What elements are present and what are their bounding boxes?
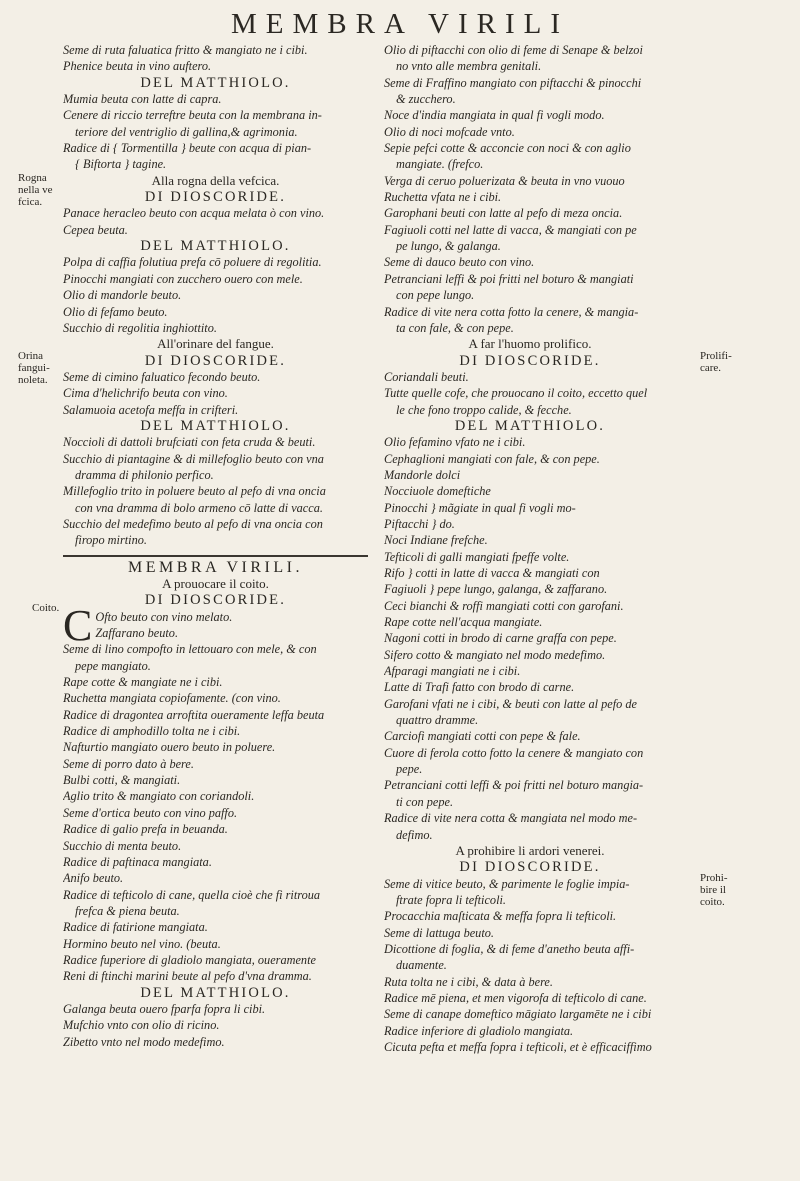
text-line: no vnto alle membra genitali. bbox=[396, 59, 542, 74]
text-line: mangiate. (frefco. bbox=[396, 157, 484, 172]
text-line: Polpa di caffia folutiua prefa cō poluere di regolitia. bbox=[63, 255, 322, 270]
text-line: Seme di lattuga beuto. bbox=[384, 925, 494, 940]
subsection-heading: All'orinare del fangue. bbox=[157, 336, 274, 352]
section-heading: DEL MATTHIOLO. bbox=[454, 417, 606, 434]
text-line: Fagiuoli } pepe lungo, galanga, & zaffarano. bbox=[384, 582, 608, 597]
text-line: Radice di dragontea arroftita oueramente leffa beuta bbox=[63, 707, 325, 722]
text-line: & zucchero. bbox=[396, 92, 456, 107]
subsection-heading: Alla rogna della vefcica. bbox=[151, 172, 280, 188]
text-line: Aglio trito & mangiato con coriandoli. bbox=[63, 789, 255, 804]
right-block-4 bbox=[384, 876, 676, 1056]
text-line: Coriandali beuti. bbox=[384, 369, 469, 384]
text-line: Zaffarano beuto. bbox=[95, 626, 179, 641]
text-line: Procacchia maſticata & meffa fopra li tefticoli. bbox=[384, 909, 617, 924]
text-line: Bulbi cotti, & mangiati. bbox=[63, 773, 181, 788]
text-line: Salamuoia acetofa meffa in crifteri. bbox=[63, 402, 239, 417]
text-line: Seme di vitice beuto, & parimente le foglie impia- bbox=[384, 876, 630, 891]
text-line: Radice di amphodillo tolta ne i cibi. bbox=[63, 724, 241, 739]
left-block-6 bbox=[63, 434, 368, 548]
section-heading: DI DIOSCORIDE. bbox=[144, 189, 287, 206]
text-line: Latte di Trafi fatto con brodo di carne. bbox=[384, 680, 575, 695]
text-line: con pepe lungo. bbox=[396, 288, 475, 303]
margin-note-prolificare: Prolifi- care. bbox=[700, 350, 732, 374]
text-line: Garophani beuti con latte al pefo di meza oncia. bbox=[384, 206, 623, 221]
drop-cap: C bbox=[63, 600, 93, 650]
section-heading: DEL MATTHIOLO. bbox=[140, 417, 291, 434]
text-line: Olio fefamino vfato ne i cibi. bbox=[384, 435, 526, 450]
text-line: con vna dramma di bolo armeno cō latte di vacca. bbox=[75, 500, 323, 515]
text-line: Tutte quelle cofe, che prouocano il coito, eccetto quel bbox=[384, 386, 648, 401]
text-line: Radice inferiore di gladiolo mangiata. bbox=[384, 1023, 574, 1038]
text-line: Cima d'helichrifo beuta con vino. bbox=[63, 386, 228, 401]
text-line: { Biftorta } tagine. bbox=[75, 157, 167, 172]
running-title: MEMBRA VIRILI bbox=[230, 8, 569, 40]
text-line: ti con pepe. bbox=[396, 794, 454, 809]
text-line: Petranciani cotti leffi & poi fritti nel boturo mangia- bbox=[384, 778, 644, 793]
text-line: Noci Indiane frefche. bbox=[384, 533, 488, 548]
text-line: Seme di canape domeftico māgiato largamēte ne i cibi bbox=[384, 1007, 652, 1022]
text-line: Piftacchi } do. bbox=[384, 516, 455, 531]
section-heading: DI DIOSCORIDE. bbox=[144, 352, 287, 369]
text-line: ftrate fopra li tefticoli. bbox=[396, 892, 506, 907]
margin-note-prohibire: Prohi- bire il coito. bbox=[700, 872, 728, 908]
text-line: Olio di piftacchi con olio di feme di Senape & belzoi bbox=[384, 43, 643, 57]
section-heading: DEL MATTHIOLO. bbox=[140, 984, 291, 1001]
text-line: Cenere di riccio terreftre beuta con la membrana in- bbox=[63, 108, 322, 123]
left-column bbox=[63, 42, 368, 1050]
text-line: Olio di fefamo beuto. bbox=[63, 304, 168, 319]
text-line: Galanga beuta ouero fparfa fopra li cibi. bbox=[63, 1001, 266, 1016]
text-line: Petranciani leffi & poi fritti nel boturo & mangiati bbox=[384, 271, 634, 286]
text-line: Radice di fatirione mangiata. bbox=[63, 920, 208, 935]
text-line: pepe. bbox=[396, 762, 423, 777]
text-line: Radice di vite nera cotta & mangiata nel modo me- bbox=[384, 811, 638, 826]
left-block-8 bbox=[63, 1001, 368, 1050]
text-line: Cicuta pefta et meffa fopra i tefticoli, et è efficaciffimo bbox=[384, 1039, 652, 1054]
left-block-5 bbox=[63, 369, 368, 418]
text-line: Seme di dauco beuto con vino. bbox=[384, 255, 535, 270]
text-line: Mandorle dolci bbox=[384, 467, 461, 482]
text-line: pe lungo, & galanga. bbox=[396, 239, 501, 254]
text-line: Nocciuole domeftiche bbox=[384, 484, 491, 499]
text-line: Radice di tefticolo di cane, quella cioè che fi ritroua bbox=[63, 887, 321, 902]
text-line: Radice di paftinaca mangiata. bbox=[63, 854, 212, 869]
text-line: Ruchetta mangiata copiofamente. (con vino. bbox=[63, 691, 281, 706]
text-line: firopo mirtino. bbox=[75, 533, 147, 548]
margin-note-coito: Coito. bbox=[32, 602, 60, 614]
text-line: Seme di Fraffino mangiato con piftacchi & pinocchi bbox=[384, 75, 642, 90]
text-line: Zibetto vnto nel modo medefimo. bbox=[63, 1034, 225, 1049]
text-line: Noccioli di dattoli brufciati con feta cruda & beuti. bbox=[63, 435, 316, 450]
section-heading: DI DIOSCORIDE. bbox=[144, 592, 287, 609]
right-block-2 bbox=[384, 369, 676, 418]
subsection-heading: A far l'huomo prolifico. bbox=[468, 336, 592, 352]
text-line: frefca & piena beuta. bbox=[75, 903, 180, 918]
section-heading: DI DIOSCORIDE. bbox=[459, 352, 601, 369]
text-line: Seme d'ortica beuto con vino paffo. bbox=[63, 805, 238, 820]
left-block-4 bbox=[63, 254, 368, 336]
text-line: Succhio di regolitia inghiottito. bbox=[63, 320, 217, 335]
text-line: Rifo } cotti in latte di vacca & mangiati con bbox=[384, 566, 600, 580]
left-block-1 bbox=[63, 42, 368, 75]
text-line: Nagoni cotti in brodo di carne graffa con pepe. bbox=[384, 631, 617, 646]
text-line: Succhio del medefimo beuto al pefo di vna oncia con bbox=[63, 516, 323, 531]
text-line: Rape cotte nell'acqua mangiate. bbox=[384, 615, 543, 630]
text-line: Panace heracleo beuto con acqua melata ò con vino. bbox=[63, 206, 325, 221]
text-line: Cuore di ferola cotto fotto la cenere & mangiato con bbox=[384, 745, 644, 760]
right-block-3 bbox=[384, 434, 676, 843]
left-block-3 bbox=[63, 205, 368, 238]
text-line: Radice fuperiore di gladiolo mangiata, oueramente bbox=[63, 952, 316, 967]
text-line: Olio di mandorle beuto. bbox=[63, 288, 182, 303]
text-line: Pinocchi mangiati con zucchero ouero con mele. bbox=[63, 271, 303, 286]
text-line: Olio di noci mofcade vnto. bbox=[384, 124, 515, 139]
right-block-1 bbox=[384, 42, 676, 336]
text-line: quattro dramme. bbox=[396, 713, 479, 728]
text-line: ta con fale, & con pepe. bbox=[396, 320, 514, 335]
text-line: Nafturtio mangiato ouero beuto in poluere. bbox=[63, 740, 276, 755]
text-line: Fagiuoli cotti nel latte di vacca, & mangiati con pe bbox=[384, 222, 637, 237]
text-line: teriore del ventriglio di gallina,& agrimonia. bbox=[75, 124, 298, 139]
text-line: Cepea beuta. bbox=[63, 222, 128, 237]
subsection-heading: A prouocare il coito. bbox=[162, 576, 269, 591]
text-line: Millefoglio trito in poluere beuto al pefo di vna oncia bbox=[63, 484, 326, 499]
text-line: Garofani vfati ne i cibi, & beuti con latte al pefo de bbox=[384, 696, 637, 711]
text-line: Succhio di piantagine & di millefoglio beuto con vna bbox=[63, 451, 324, 466]
margin-note-rogna: Rogna nella ve fcica. bbox=[18, 172, 53, 208]
text-line: Seme di cimino faluatico fecondo beuto. bbox=[63, 369, 261, 384]
text-line: Tefticoli di galli mangiati fpeffe volte. bbox=[384, 549, 570, 564]
text-line: Radice di vite nera cotta fotto la cenere, & mangia- bbox=[384, 304, 639, 319]
text-line: defimo. bbox=[396, 827, 433, 842]
text-line: Ceci bianchi & roffi mangiati cotti con garofani. bbox=[384, 598, 624, 613]
subsection-heading: A prohibire li ardori venerei. bbox=[455, 842, 605, 858]
section-divider bbox=[63, 555, 368, 557]
text-line: Sepie pefci cotte & acconcie con noci & con aglio bbox=[384, 141, 631, 156]
text-line: le che fono troppo calide, & fecche. bbox=[396, 402, 572, 417]
text-line: Ruta tolta ne i cibi, & data à bere. bbox=[384, 974, 553, 989]
text-line: Noce d'india mangiata in qual fi vogli modo. bbox=[384, 108, 605, 123]
text-line: Mumia beuta con latte di capra. bbox=[63, 92, 222, 107]
text-line: Carciofi mangiati cotti con pepe & fale. bbox=[384, 729, 581, 744]
text-line: Seme di ruta faluatica fritto & mangiato ne i cibi. bbox=[63, 43, 308, 57]
text-line: Mufchio vnto con olio di ricino. bbox=[63, 1018, 220, 1033]
text-line: Hormino beuto nel vino. (beuta. bbox=[63, 936, 221, 951]
text-line: Phenice beuta in vino auftero. bbox=[63, 59, 212, 74]
text-line: Radice mē piena, et men vigorofa di tefticolo di cane. bbox=[384, 990, 647, 1005]
text-line: Radice di galio prefa in beuanda. bbox=[63, 822, 228, 837]
text-line: Anifo beuto. bbox=[63, 871, 124, 886]
section-heading: DEL MATTHIOLO. bbox=[140, 74, 291, 91]
text-line: Dicottione di foglia, & di feme d'anetho beuta affi- bbox=[384, 941, 635, 956]
text-line: Seme di porro dato à bere. bbox=[63, 756, 194, 771]
right-column bbox=[384, 42, 676, 1055]
text-line: Cephaglioni mangiati con fale, & con pepe. bbox=[384, 451, 600, 466]
text-line: Rape cotte & mangiate ne i cibi. bbox=[63, 675, 223, 690]
section-heading: DEL MATTHIOLO. bbox=[140, 238, 291, 255]
text-line: Sifero cotto & mangiato nel modo medefimo. bbox=[384, 647, 606, 662]
text-line: Succhio di menta beuto. bbox=[63, 838, 182, 853]
text-line: Reni di ftinchi marini beute al pefo d'vna dramma. bbox=[63, 969, 312, 984]
text-line: Ruchetta vfata ne i cibi. bbox=[384, 190, 502, 205]
text-line: Pinocchi } mãgiate in qual fi vogli mo- bbox=[384, 500, 576, 515]
text-line: Radice di { Tormentilla } beute con acqua di pian- bbox=[63, 141, 312, 156]
margin-note-orina: Orina fangui- noleta. bbox=[18, 350, 50, 386]
section-heading: DI DIOSCORIDE. bbox=[459, 859, 601, 876]
text-line: dramma di philonio perfico. bbox=[75, 467, 214, 482]
text-line: Afparagi mangiati ne i cibi. bbox=[384, 664, 521, 679]
left-block-2 bbox=[63, 91, 368, 173]
section-title: MEMBRA VIRILI. bbox=[128, 558, 303, 576]
text-line: Verga di ceruo poluerizata & beuta in vno vuouo bbox=[384, 173, 625, 188]
text-line: Ofto beuto con vino melato. bbox=[95, 609, 233, 624]
text-line: pepe mangiato. bbox=[75, 658, 151, 673]
text-line: Seme di lino compofto in lettouaro con mele, & con bbox=[63, 642, 317, 657]
text-line: duamente. bbox=[396, 958, 447, 973]
